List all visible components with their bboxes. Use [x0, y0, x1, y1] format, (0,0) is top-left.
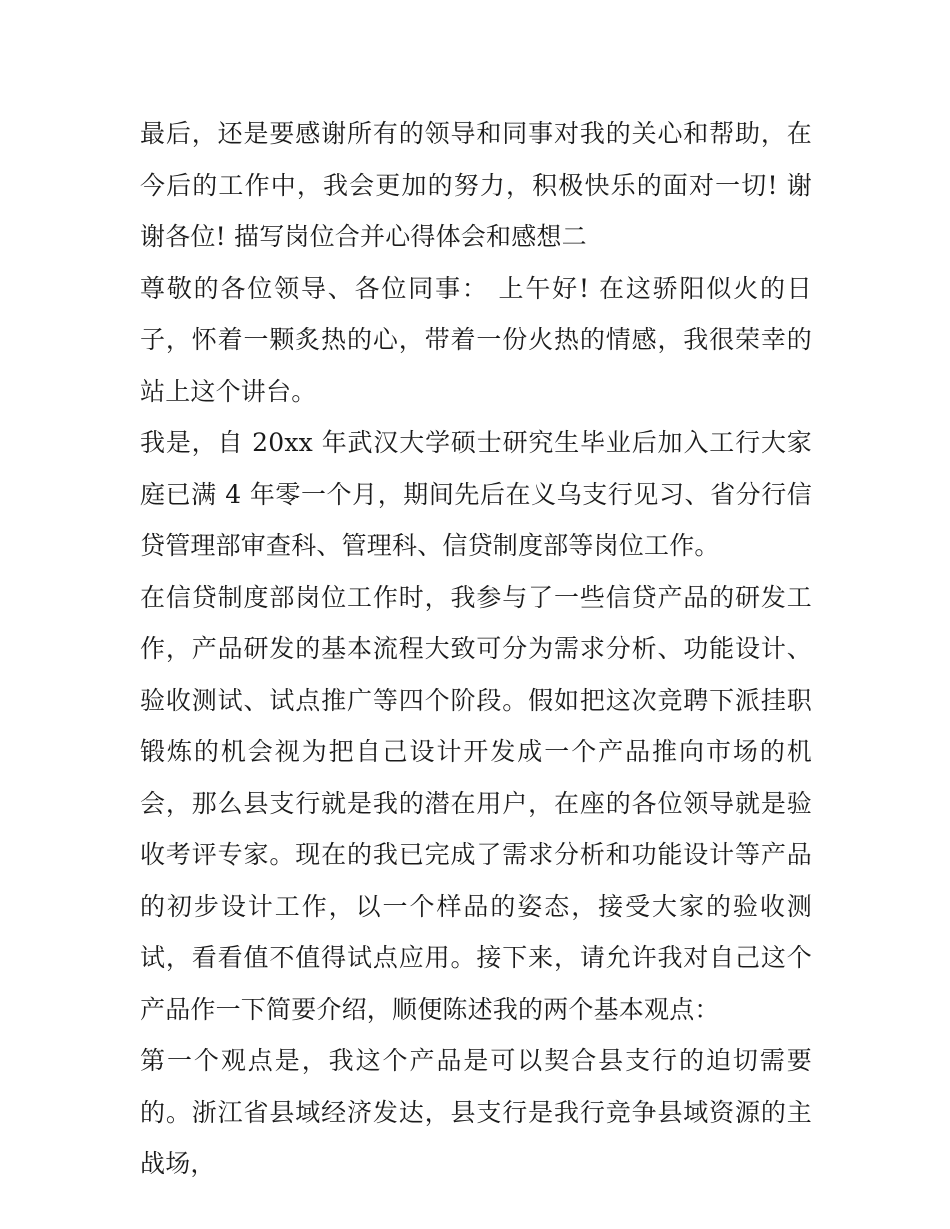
document-body	[140, 108, 812, 1190]
paragraph-closing-thanks: 最后，还是要感谢所有的领导和同事对我的关心和帮助，在今后的工作中，我会更加的努力，积极快乐的面对一切! 谢谢各位! 描写岗位合并心得体会和感想二	[140, 119, 812, 251]
paragraph-greeting: 尊敬的各位领导、各位同事： 上午好! 在这骄阳似火的日子，怀着一颗炙热的心，带着一份火热的情感，我很荣幸的站上这个讲台。	[140, 273, 812, 406]
paragraph-first-viewpoint: 第一个观点是，我这个产品是可以契合县支行的迫切需要的。浙江省县域经济发达，县支行是我行竞争县域资源的主战场，	[140, 1046, 812, 1178]
paragraph-self-introduction: 我是，自 20xx 年武汉大学硕士研究生毕业后加入工行大家庭已满 4 年零一个月，期间先后在义乌支行见习、省分行信贷管理部审查科、管理科、信贷制度部等岗位工作。	[140, 428, 812, 560]
paragraph-product-analogy: 在信贷制度部岗位工作时，我参与了一些信贷产品的研发工作，产品研发的基本流程大致可分为需求分析、功能设计、验收测试、试点推广等四个阶段。假如把这次竞聘下派挂职锻炼的机会视为把自己设计开发成一个产品推向市场的机会，那么县支行就是我的潜在用户，在座的各位领导就是验收考评专家。现在的我已完成了需求分析和功能设计等产品的初步设计工作，以一个样品的姿态，接受大家的验收测试，看看值不值得试点应用。接下来，请允许我对自己这个产品作一下简要介绍，顺便陈述我的两个基本观点：	[140, 582, 812, 1024]
